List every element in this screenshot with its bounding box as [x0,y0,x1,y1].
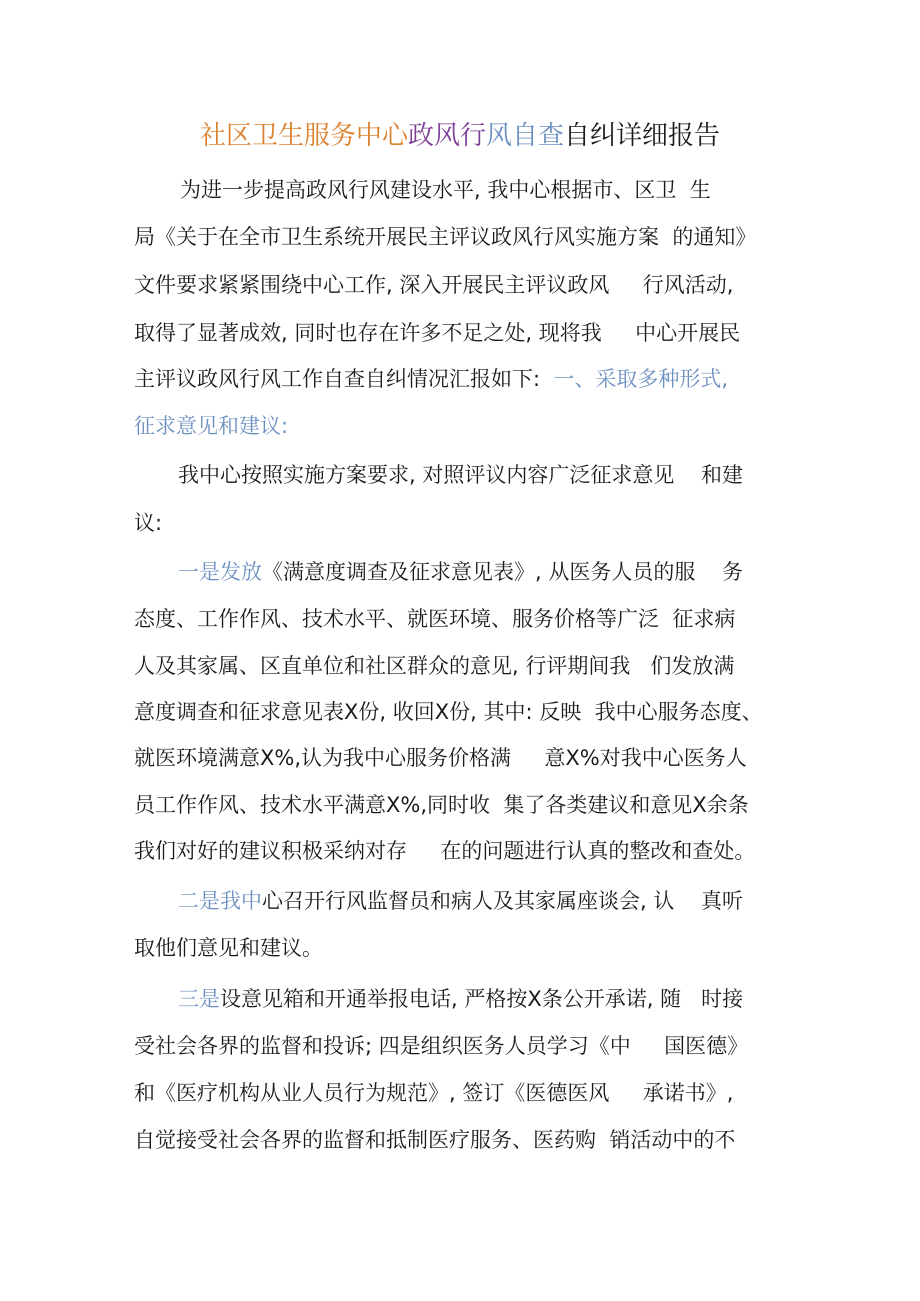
para3-line-3: 人及其家属、区直单位和社区群众的意见, 行评期间我 们发放满 [134,654,735,678]
para5-line-1 [178,984,858,1014]
document-title [0,116,920,156]
para5-lead: 三是 [178,987,220,1011]
para4-line-1 [178,886,858,916]
para3-line-1-text: 《满意度调查及征求意见表》, 从医务人员的服 务 [262,560,744,584]
para3-line-5: 就医环境满意X%,认为我中心服务价格满 意X%对我中心医务人 [134,746,747,770]
para3-line-1 [178,557,858,587]
para3-line-4: 意度调查和征求意见表X份, 收回X份, 其中: 反映 我中心服务态度、 [134,700,763,724]
title-part-blue: 风自查 [486,121,565,151]
para4-lead: 二是我中 [178,889,262,913]
intro-line-3: 文件要求紧紧围绕中心工作, 深入开展民主评议政风 行风活动, [134,273,734,297]
para5-line-4: 自觉接受社会各界的监督和抵制医疗服务、医药购 销活动中的不 [134,1128,736,1152]
para5-line-3: 和《医疗机构从业人员行为规范》, 签订《医德医风 承诺书》, [134,1081,734,1105]
para3-line-6: 员工作作风、技术水平满意X%,同时收 集了各类建议和意见X余条 [134,793,749,817]
intro-line-1: 为进一步提高政风行风建设水平, 我中心根据市、区卫 生 [180,178,711,202]
intro-line-5-text: 主评议政风行风工作自查自纠情况汇报如下: [134,367,547,391]
title-part-black: 自纠详细报告 [564,121,721,151]
section-heading-1: 一、采取多种形式, [546,367,729,391]
intro-line-5 [134,364,814,394]
intro-line-4: 取得了显著成效, 同时也存在许多不足之处, 现将我 中心开展民 [134,321,741,345]
para2-line-1: 我中心按照实施方案要求, 对照评议内容广泛征求意见 和建 [178,463,744,487]
para3-lead: 一是发放 [178,560,262,584]
intro-line-2: 局《关于在全市卫生系统开展民主评议政风行风实施方案 的通知》 [134,225,757,249]
para2-line-2: 议: [134,511,163,535]
para5-line-1-text: 设意见箱和开通举报电话, 严格按X条公开承诺, 随 时接 [220,987,744,1011]
title-part-orange: 社区卫生服务中心 [199,121,408,151]
section-heading-1-cont: 征求意见和建议: [134,414,289,438]
para4-line-1-text: 心召开行风监督员和病人及其家属座谈会, 认 真听 [262,889,744,913]
para5-line-2: 受社会各界的监督和投诉; 四是组织医务人员学习《中 国医德》 [134,1034,749,1058]
para3-line-2: 态度、工作作风、技术水平、就医环境、服务价格等广泛 征求病 [134,607,736,631]
para4-line-2: 取他们意见和建议。 [134,936,323,960]
title-part-purple: 政风行 [407,121,486,151]
para3-line-7: 我们对好的建议积极采纳对存 在的问题进行认真的整改和查处。 [134,839,756,863]
